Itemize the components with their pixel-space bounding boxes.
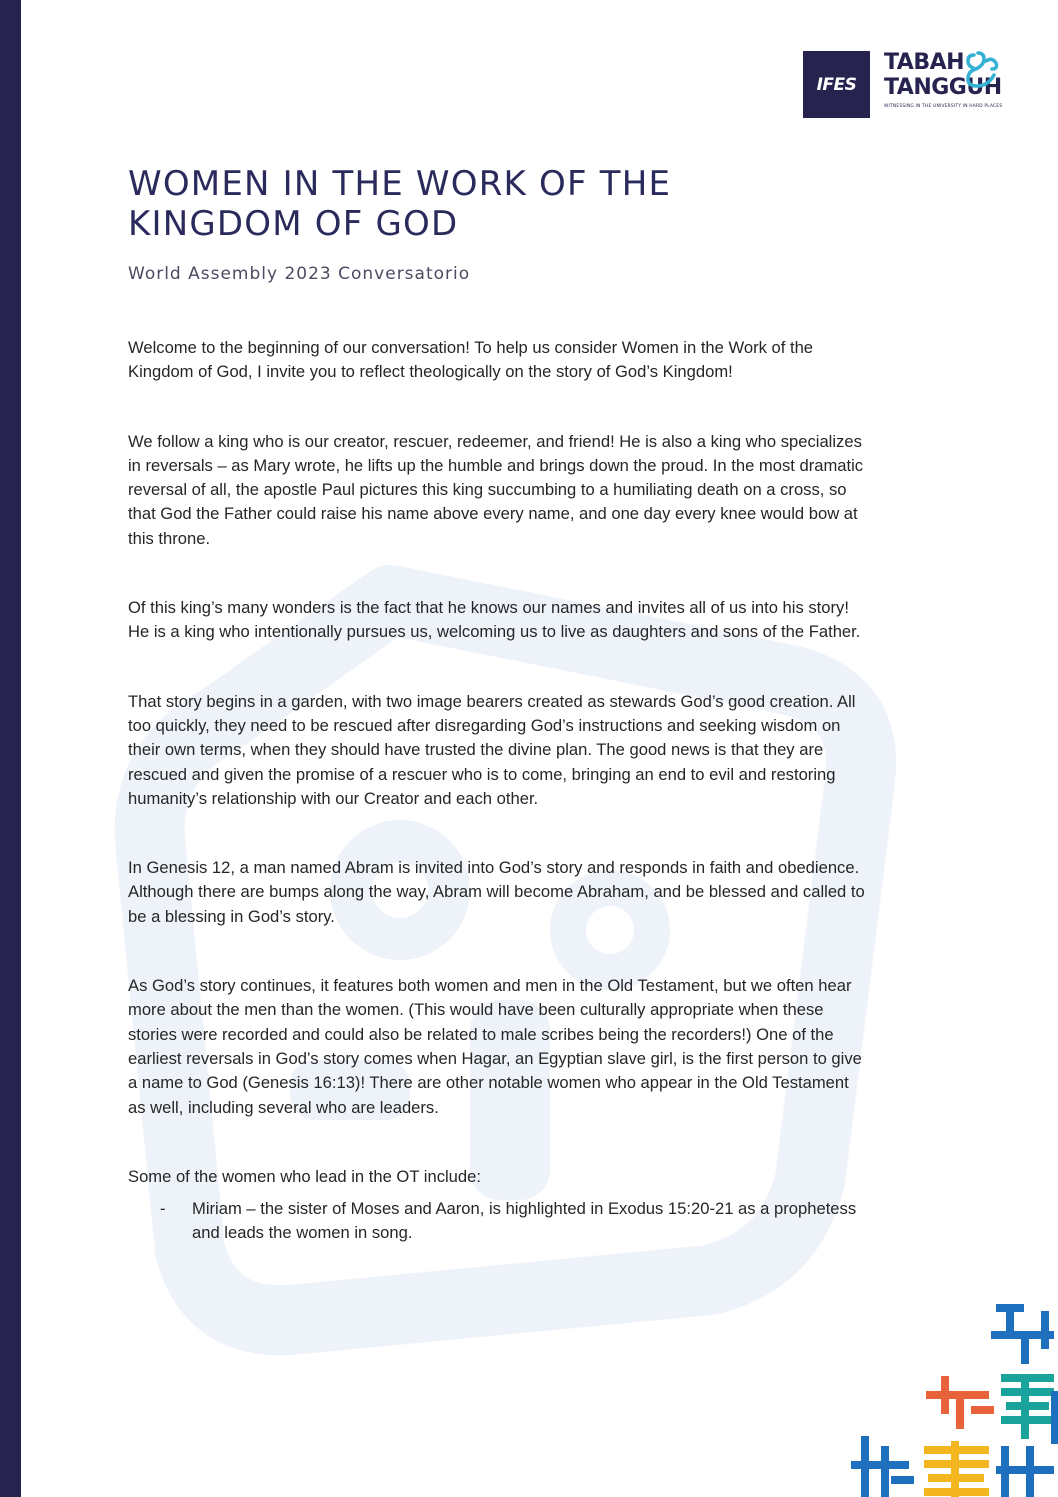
paragraph-garden: That story begins in a garden, with two image bearers created as stewards God’s good creation. All too quickly, they need to be rescued after disregarding God’s instructions and seeking wisdom on their own terms, when they should have trusted the divine plan. The good news is that they are rescued and given the promise of a rescuer who is to come, bringing an end to evil and restoring humanity’s relationship with our Creator and each other. [128,691,856,808]
women-leaders-list [128,1197,868,1246]
page-subtitle: World Assembly 2023 Conversatorio [128,264,471,284]
ifes-logo [803,51,870,118]
paragraph-welcome: Welcome to the beginning of our conversation! To help us consider Women in the Work of the Kingdom of God, I invite you to reflect theologically on the story of God’s Kingdom! [128,338,814,382]
paragraph-genesis: In Genesis 12, a man named Abram is invited into God’s story and responds in faith and obedience. Although there are bumps along the way, Abram will become Abraham, and be blessed and called to be a blessing in God’s story. [128,858,865,926]
list-bullet: - [160,1199,166,1219]
logo-tagline: WITNESSING IN THE UNIVERSITY IN HARD PLACES [884,104,1003,109]
document-body [128,336,868,1246]
page-title: WOMEN IN THE WORK OF THE KINGDOM OF GOD [128,164,672,244]
paragraph-king: We follow a king who is our creator, rescuer, redeemer, and friend! He is also a king who specializes in reversals – as Mary wrote, he lifts up the humble and brings down the proud. In the most dramatic reversal of all, the apostle Paul pictures this king succumbing to a humiliating death on a cross, so that God the Father could raise his name above every name, and one day every knee would bow at this throne. [128,431,864,548]
list-item-text: Miriam – the sister of Moses and Aaron, is highlighted in Exodus 15:20-21 as a prophetess and leads the women in song. [192,1199,857,1243]
logo-word-tangguh: TANGGUH [884,75,1002,100]
ifes-logo-text: IFES [816,74,857,95]
tabah-tangguh-logo [884,50,1004,120]
paragraph-list-intro: Some of the women who lead in the OT include: [128,1166,481,1186]
decorative-pattern-corner [850,1300,1058,1497]
ampersand-ornament-icon [964,49,1002,89]
left-sidebar-bar [0,0,21,1497]
paragraph-old-testament: As God’s story continues, it features both women and men in the Old Testament, but we often hear more about the men than the women. (This would have been culturally appropriate when these stories were recorded and could also be related to male scribes being the recorders!) One of the earliest reversals in God’s story comes when Hagar, an Egyptian slave girl, is the first person to give a name to God (Genesis 16:13)! There are other notable women who appear in the Old Testament as well, including several who are leaders. [128,976,862,1117]
logo-word-tabah: TABAH [884,50,965,75]
list-item [128,1197,868,1246]
paragraph-wonders: Of this king’s many wonders is the fact that he knows our names and invites all of us into his story! He is a king who intentionally pursues us, welcoming us to live as daughters and sons of the Father. [128,598,861,642]
